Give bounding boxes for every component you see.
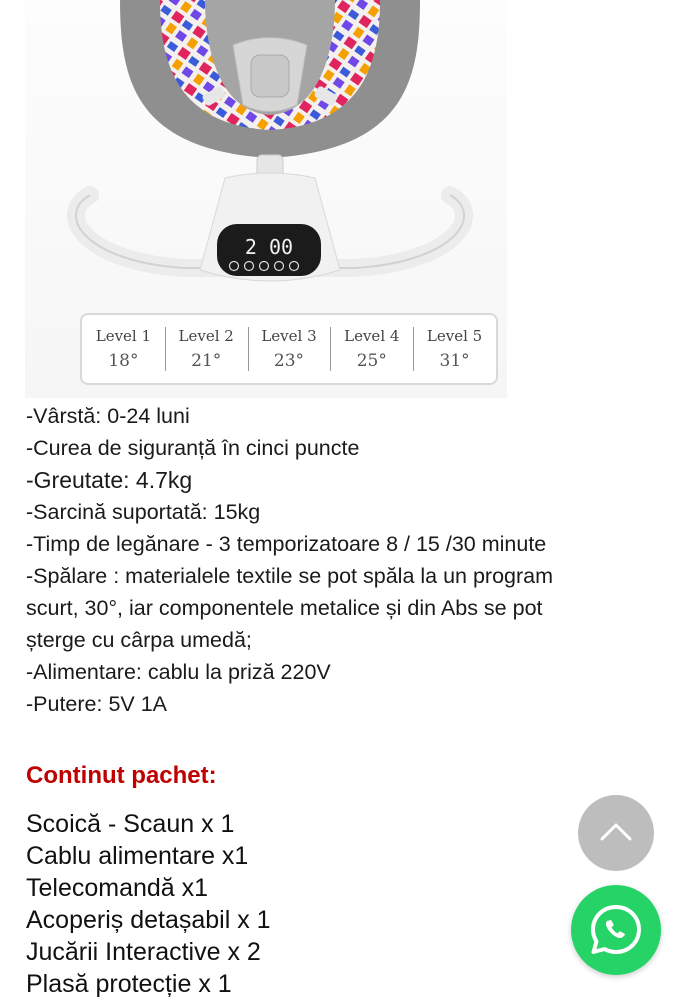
level-cell [413,327,496,371]
spec-washing-cont: scurt, 30°, iar componentele metalice și din Abs se pot [26,596,543,620]
level-cell [330,327,413,371]
package-item: Plasă protecție x 1 [26,970,232,998]
level-cell [82,327,165,371]
package-item: Acoperiș detașabil x 1 [26,906,271,934]
spec-age: -Vârstă: 0-24 luni [26,404,190,428]
whatsapp-icon [571,885,661,975]
package-heading: Continut pachet: [26,762,217,789]
spec-washing: -Spălare : materialele textile se pot spăla la un program [26,564,554,588]
level-cell [248,327,331,371]
spec-load: -Sarcină suportată: 15kg [26,500,261,524]
level-angle: 31° [439,351,470,371]
level-name: Level 1 [95,327,152,345]
level-angle: 21° [191,351,222,371]
level-angle: 23° [273,351,305,371]
spec-power: -Putere: 5V 1A [26,692,168,716]
level-name: Level 4 [344,327,400,345]
scroll-to-top-button[interactable] [578,795,654,871]
level-angle: 25° [356,351,387,371]
package-item: Jucării Interactive x 2 [26,938,261,966]
package-contents-list [26,808,271,1000]
tilt-level-table [80,313,498,385]
spec-power-supply: -Alimentare: cablu la priză 220V [26,660,331,684]
spec-weight: -Greutate: 4.7kg [26,467,193,493]
whatsapp-chat-button[interactable] [571,885,661,975]
level-name: Level 3 [261,327,317,345]
package-item: Scoică - Scaun x 1 [26,810,235,838]
spec-timers: -Timp de legănare - 3 temporizatoare 8 / 15 /30 minute [26,532,547,556]
level-angle: 18° [108,351,139,371]
product-specifications [26,400,666,720]
spec-washing-cont: șterge cu cârpa umedă; [26,628,252,652]
chevron-up-icon [578,795,654,871]
product-image [25,0,507,398]
level-name: Level 5 [426,327,483,345]
spec-harness: -Curea de siguranță în cinci puncte [26,436,360,460]
level-name: Level 2 [178,327,234,345]
timer-display: 2 00 [244,235,294,259]
package-item: Cablu alimentare x1 [26,842,249,870]
level-cell [165,327,248,371]
package-item: Telecomandă x1 [26,874,209,902]
